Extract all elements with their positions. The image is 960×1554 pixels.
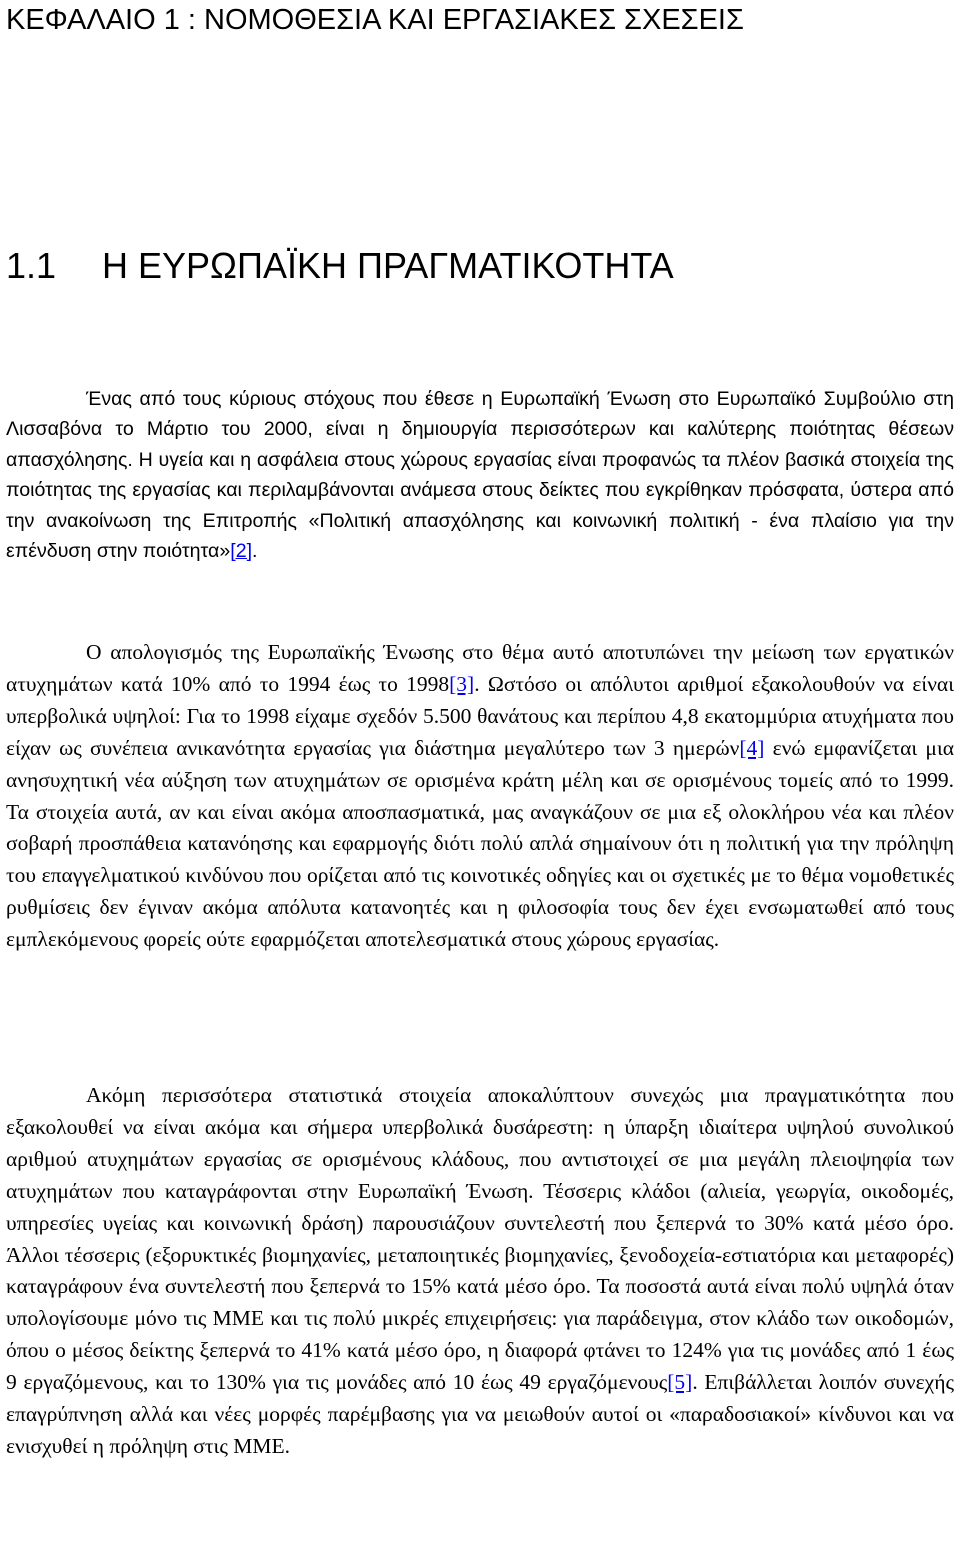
footnote-link-5[interactable]: [5] [667,1370,693,1395]
paragraph-text: . [252,540,258,563]
footnote-link-4[interactable]: [4] [739,735,765,760]
paragraph-3 [6,1080,954,1463]
paragraph-text: . Ωστόσο οι απόλυτοι αριθμοί εξακολουθούν να είναι υπερβολικά υψηλοί: Για το 1998 είχαμε σχεδόν 5.500 θανάτους και περίπου 4,8 εκατομμύρια ατυχήματα που είχαν ως συνέπεια ανικανότητα εργασίας για διάστημα μεγαλύτερο των 3 ημερών [6,671,954,760]
chapter-title: ΚΕΦΑΛΑΙΟ 1 : ΝΟΜΟΘΕΣΙΑ ΚΑΙ ΕΡΓΑΣΙΑΚΕΣ ΣΧΕΣΕΙΣ [6,4,744,36]
paragraph-1 [6,384,954,566]
section-title: Η ΕΥΡΩΠΑΪΚΗ ΠΡΑΓΜΑΤΙΚΟΤΗΤΑ [102,245,674,286]
section-heading [6,244,674,288]
paragraph-2 [6,637,954,956]
paragraph-text: Ένας από τους κύριους στόχους που έθεσε η Ευρωπαϊκή Ένωση στο Ευρωπαϊκό Συμβούλιο στη Λισσαβόνα το Μάρτιο του 2000, είναι η δημιουργία περισσότερων και καλύτερης ποιότητας θέσεων απασχόλησης. Η υγεία και η ασφάλεια στους χώρους εργασίας είναι προφανώς τα πλέον βασικά στοιχεία της ποιότητας της εργασίας και περιλαμβάνονται ανάμεσα στους δείκτες που εγκρίθηκαν πρόσφατα, ύστερα από την ανακοίνωση της Επιτροπής «Πολιτική απασχόλησης και κοινωνική πολιτική - ένα πλαίσιο για την επένδυση στην ποιότητα» [6,388,954,563]
footnote-link-3[interactable]: [3] [449,671,475,696]
paragraph-text: ενώ εμφανίζεται μια ανησυχητική νέα αύξηση των ατυχημάτων σε ορισμένα κράτη μέλη και σε ορισμένους τομείς από το 1999. Τα στοιχεία αυτά, αν και είναι ακόμα αποσπασματικά, μας αναγκάζουν σε μια εξ ολοκλήρου νέα και πλέον σοβαρή προσπάθεια κατανόησης και εφαρμογής διότι πολύ απλά σημαίνουν ότι η πολιτική για την πρόληψη του επαγγελματικού κινδύνου που ορίζεται από τις κοινοτικές οδηγίες και οι σχετικές με το θέμα νομοθετικές ρυθμίσεις δεν έγιναν ακόμα απόλυτα κατανοητές και η φιλοσοφία τους δεν έχει ενσωματωθεί από τους εμπλεκόμενους φορείς ούτε εφαρμόζεται αποτελεσματικά στους χώρους εργασίας. [6,735,954,952]
section-number: 1.1 [6,245,57,286]
paragraph-text: Ο απολογισμός της Ευρωπαϊκής Ένωσης στο θέμα αυτό αποτυπώνει την μείωση των εργατικών ατυχημάτων κατά 10% από το 1994 έως το 1998 [6,640,954,696]
paragraph-text: Ακόμη περισσότερα στατιστικά στοιχεία αποκαλύπτουν συνεχώς μια πραγματικότητα που εξακολουθεί να είναι ακόμα και σήμερα υπερβολικά δυσάρεστη: η ύπαρξη ιδιαίτερα υψηλού συνολικού αριθμού ατυχημάτων εργασίας σε ορισμένους κλάδους, που αντιστοιχεί σε μια μεγάλη πλειοψηφία των ατυχημάτων που καταγράφονται στην Ευρωπαϊκή Ένωση. Τέσσερις κλάδοι (αλιεία, γεωργία, οικοδομές, υπηρεσίες υγείας και κοινωνική δράση) παρουσιάζουν συντελεστή που ξεπερνά το 30% κατά μέσο όρο. Άλλοι τέσσερις (εξορυκτικές βιομηχανίες, μεταποιητικές βιομηχανίες, ξενοδοχεία-εστιατόρια και μεταφορές) καταγράφουν ένα συντελεστή που ξεπερνά το 15% κατά μέσο όρο. Τα ποσοστά αυτά είναι πολύ υψηλά όταν υπολογίσουμε μόνο τις ΜΜΕ και τις πολύ μικρές επιχειρήσεις: για παράδειγμα, στον κλάδο των οικοδομών, όπου ο μέσος δείκτης ξεπερνά το 41% κατά μέσο όρο, η διαφορά φτάνει το 124% για τις μονάδες από 1 έως 9 εργαζόμενους, και το 130% για τις μονάδες από 10 έως 49 εργαζόμενους [6,1083,954,1395]
paragraph-text: . Επιβάλλεται λοιπόν συνεχής επαγρύπνηση αλλά και νέες μορφές παρέμβασης για να μειωθούν αυτοί οι «παραδοσιακοί» κίνδυνοι και να ενισχυθεί η πρόληψη στις ΜΜΕ. [6,1370,954,1458]
footnote-link-2[interactable]: [2] [230,540,253,563]
